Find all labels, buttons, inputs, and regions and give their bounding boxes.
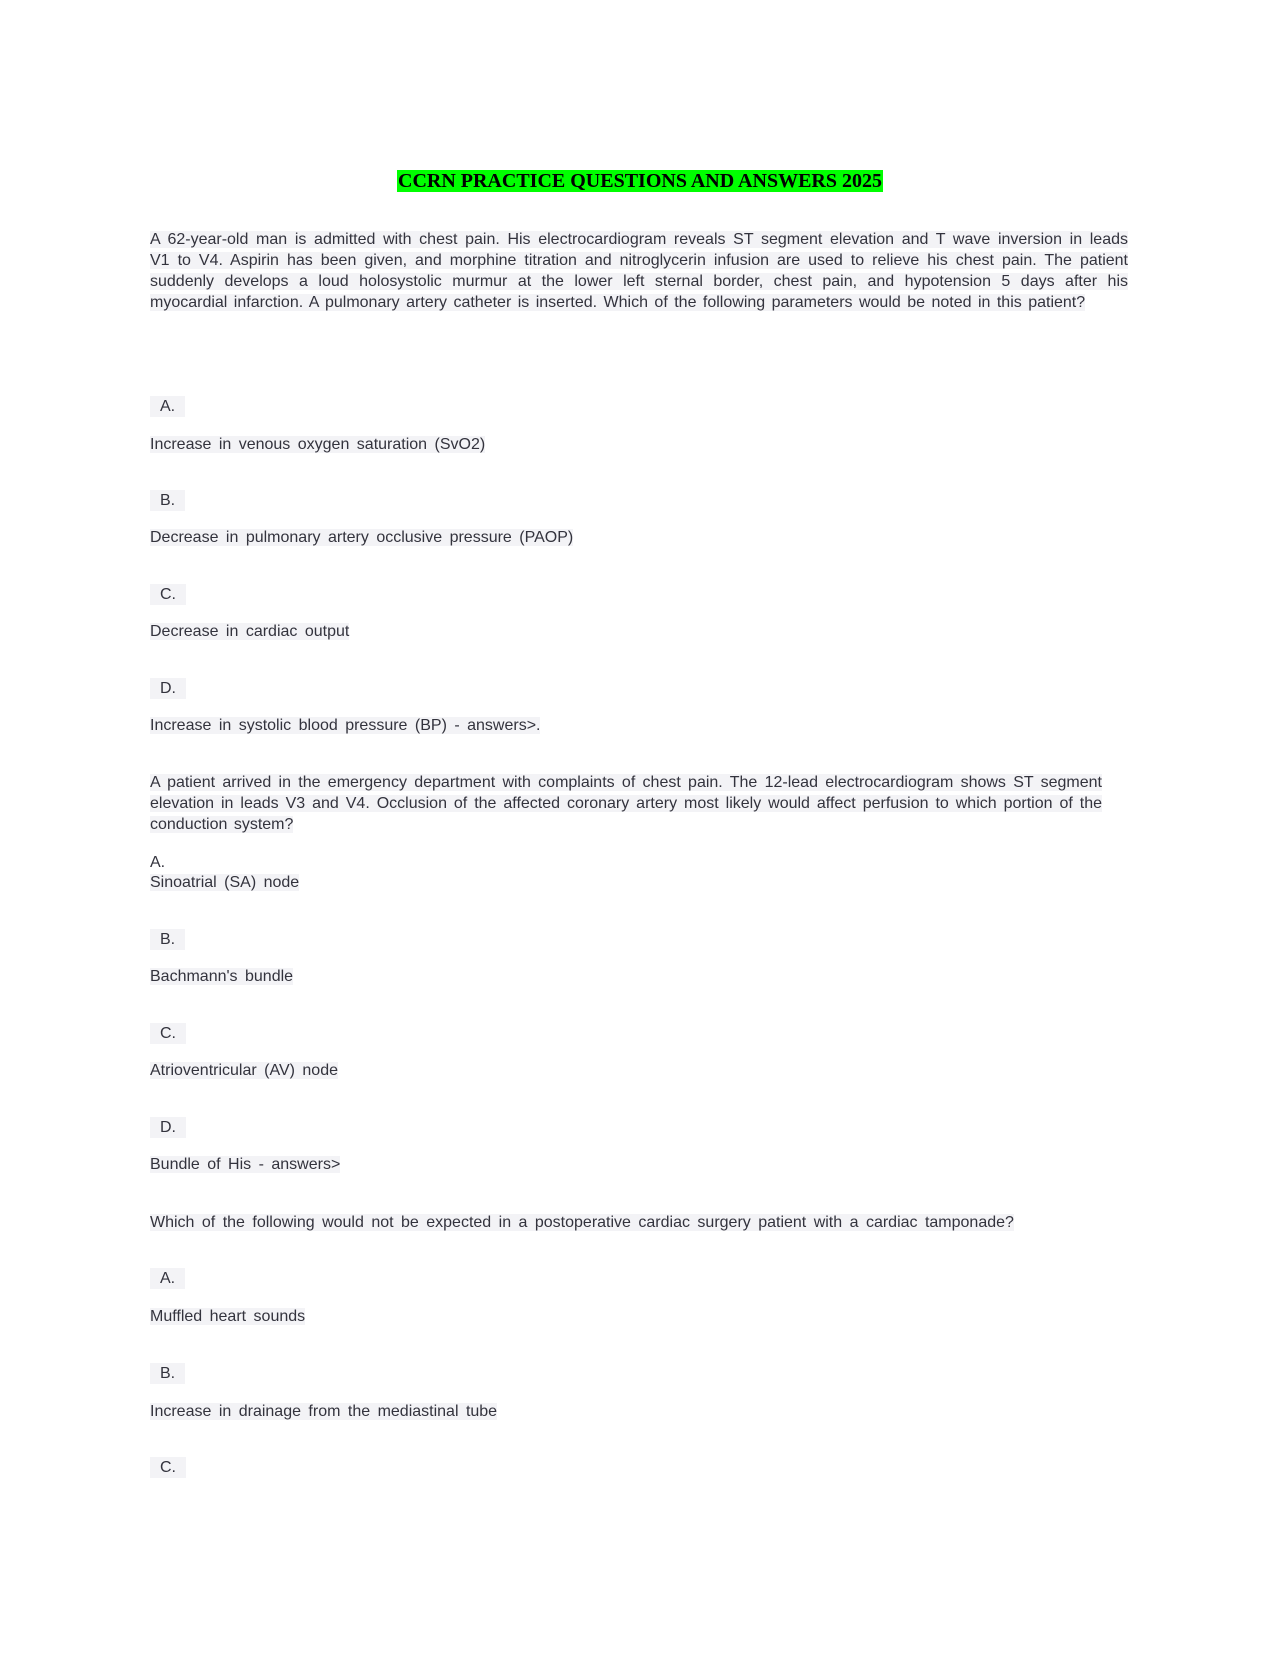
q2-option-a-text: Sinoatrial (SA) node bbox=[150, 874, 300, 891]
q3-option-a-text: Muffled heart sounds bbox=[150, 1308, 306, 1325]
question-1-text: A 62-year-old man is admitted with chest pain. His electrocardiogram reveals ST segment elevation and T wave inversion in leads V1 to V4. Aspirin has been given, and morphine titration and nitroglycerin infusion are used to relieve his chest pain. The patient suddenly develops a loud holosystolic murmur at the lower left sternal border, chest pain, and hypotension 5 days after his myocardial infarction. A pulmonary artery catheter is inserted. Which of the following parameters would be noted in this patient? bbox=[150, 231, 1128, 311]
q1-option-c-letter: C. bbox=[150, 584, 186, 605]
q1-option-b-letter: B. bbox=[150, 490, 185, 511]
q1-option-c-text: Decrease in cardiac output bbox=[150, 623, 350, 640]
q2-option-d-letter: D. bbox=[150, 1117, 186, 1138]
q1-option-d-text: Increase in systolic blood pressure (BP) - answers>. bbox=[150, 717, 541, 734]
q2-option-a-letter: A. bbox=[150, 854, 166, 871]
question-2-text: A patient arrived in the emergency department with complaints of chest pain. The 12-lead electrocardiogram shows ST segment elevation in leads V3 and V4. Occlusion of the affected coronary artery most likely would affect perfusion to which portion of the conduction system? bbox=[150, 774, 1102, 833]
q3-option-a-letter: A. bbox=[150, 1268, 185, 1289]
q1-option-d-letter: D. bbox=[150, 678, 186, 699]
q2-option-d-text: Bundle of His - answers> bbox=[150, 1156, 341, 1173]
question-3-text: Which of the following would not be expected in a postoperative cardiac surgery patient with a cardiac tamponade? bbox=[150, 1214, 1014, 1231]
q1-option-a-letter: A. bbox=[150, 396, 185, 417]
q1-option-a-text: Increase in venous oxygen saturation (SvO2) bbox=[150, 436, 486, 453]
q3-option-b-text: Increase in drainage from the mediastinal tube bbox=[150, 1403, 498, 1420]
q2-option-b-letter: B. bbox=[150, 929, 185, 950]
q2-option-b-text: Bachmann's bundle bbox=[150, 968, 294, 985]
q1-option-b-text: Decrease in pulmonary artery occlusive pressure (PAOP) bbox=[150, 529, 574, 546]
q2-option-c-letter: C. bbox=[150, 1023, 186, 1044]
q2-option-c-text: Atrioventricular (AV) node bbox=[150, 1062, 338, 1079]
q3-option-c-letter: C. bbox=[150, 1457, 186, 1478]
q3-option-b-letter: B. bbox=[150, 1363, 185, 1384]
document-title: CCRN PRACTICE QUESTIONS AND ANSWERS 2025 bbox=[398, 170, 882, 192]
